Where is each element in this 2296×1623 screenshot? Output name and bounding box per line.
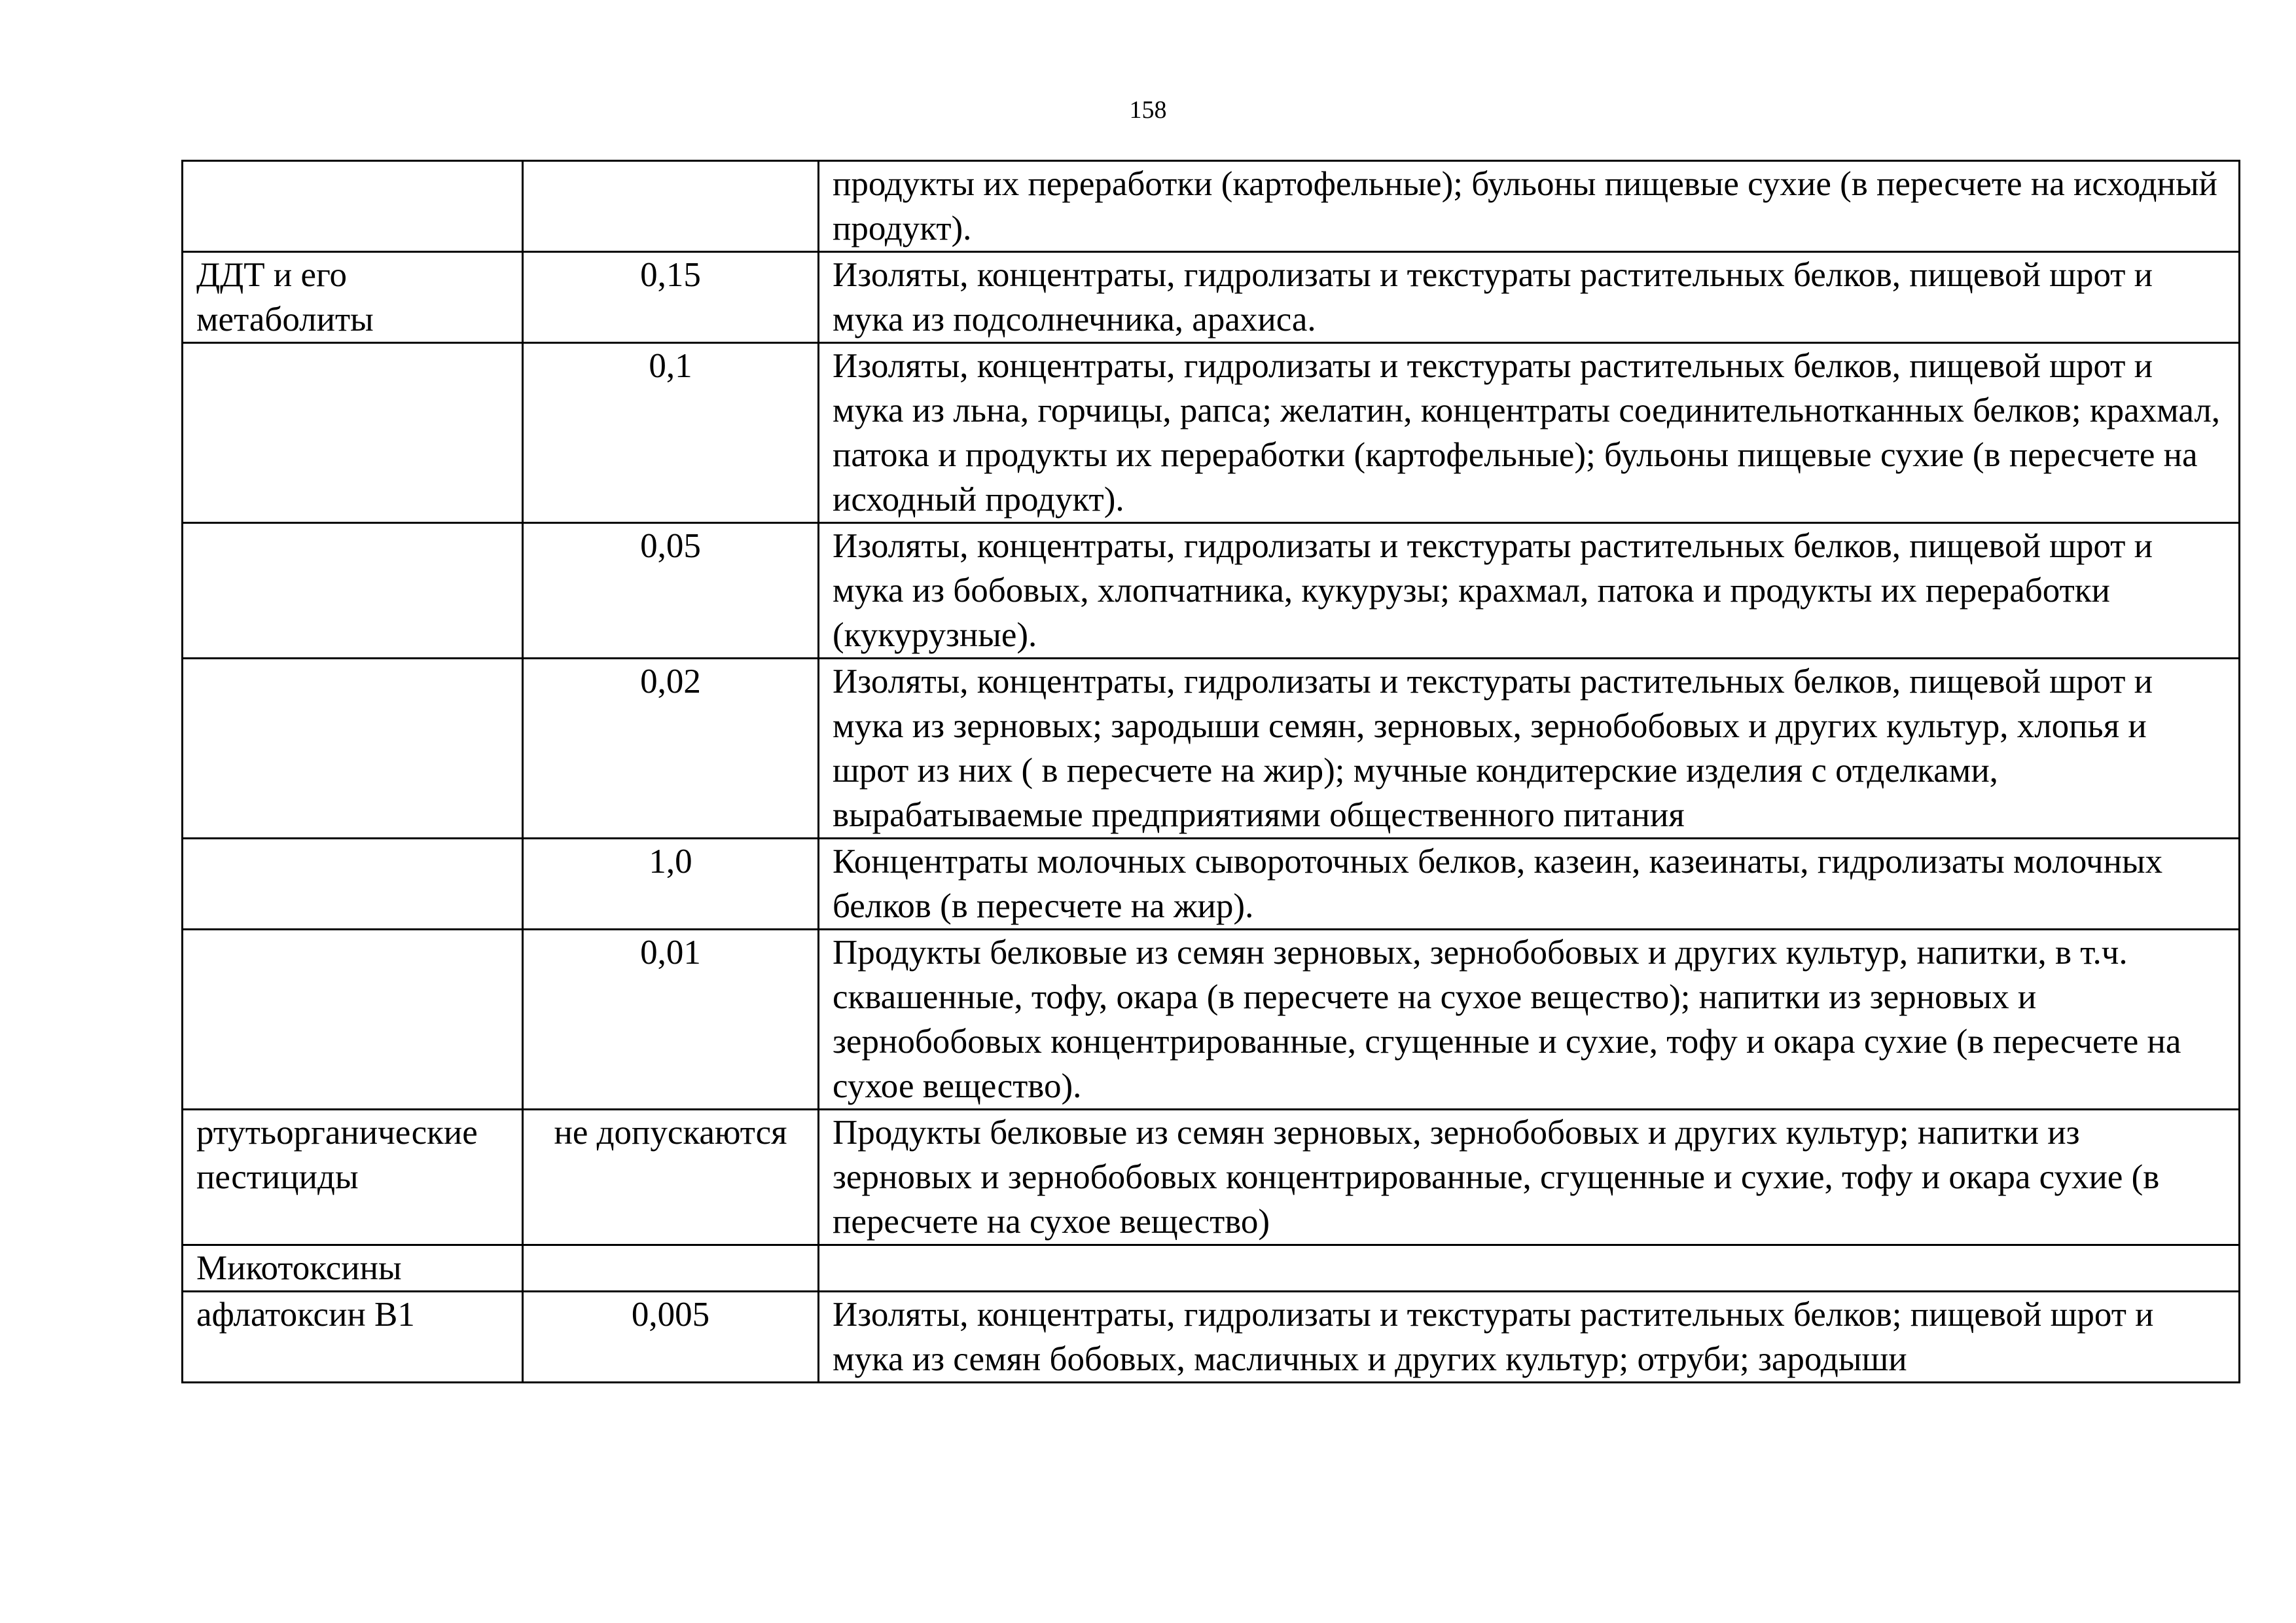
limit-value-cell: 0,05 bbox=[523, 523, 819, 659]
limit-value-cell: 0,01 bbox=[523, 930, 819, 1110]
table-row bbox=[183, 343, 2240, 523]
substance-cell bbox=[183, 161, 523, 252]
page-number: 158 bbox=[1129, 96, 1167, 124]
product-description-cell: Изоляты, концентраты, гидролизаты и текстураты растительных белков, пищевой шрот и мука из зерновых; зародыши семян, зерновых, зернобобовых и других культур, хлопья и шрот из них ( в пересчете на жир); мучные кондитерские изделия с отделками, вырабатываемые предприятиями общественного питания bbox=[819, 659, 2240, 839]
substance-cell bbox=[183, 523, 523, 659]
section-heading-cell: Микотоксины bbox=[183, 1245, 523, 1292]
product-description-cell: Концентраты молочных сывороточных белков, казеин, казеинаты, гидролизаты молочных белков (в пересчете на жир). bbox=[819, 839, 2240, 930]
product-description-cell: Изоляты, концентраты, гидролизаты и текстураты растительных белков, пищевой шрот и мука из подсолнечника, арахиса. bbox=[819, 252, 2240, 343]
substance-cell: ртутьорганические пестициды bbox=[183, 1110, 523, 1245]
limit-value-cell bbox=[523, 161, 819, 252]
table-row bbox=[183, 930, 2240, 1110]
product-description-cell: Изоляты, концентраты, гидролизаты и текстураты растительных белков, пищевой шрот и мука из бобовых, хлопчатника, кукурузы; крахмал, патока и продукты их переработки (кукурузные). bbox=[819, 523, 2240, 659]
table-row bbox=[183, 1292, 2240, 1383]
product-description-cell: Изоляты, концентраты, гидролизаты и текстураты растительных белков, пищевой шрот и мука из льна, горчицы, рапса; желатин, концентраты соединительнотканных белков; крахмал, патока и продукты их переработки (картофельные); бульоны пищевые сухие (в пересчете на исходный продукт). bbox=[819, 343, 2240, 523]
substance-cell: афлатоксин В1 bbox=[183, 1292, 523, 1383]
substance-cell: ДДТ и его метаболиты bbox=[183, 252, 523, 343]
table-row bbox=[183, 252, 2240, 343]
table-row bbox=[183, 161, 2240, 252]
substance-cell bbox=[183, 343, 523, 523]
table-row bbox=[183, 523, 2240, 659]
product-description-cell: Продукты белковые из семян зерновых, зернобобовых и других культур, напитки, в т.ч. сквашенные, тофу, окара (в пересчете на сухое вещество); напитки из зерновых и зернобобовых концентрированные, сгущенные и сухие, тофу и окара сухие (в пересчете на сухое вещество). bbox=[819, 930, 2240, 1110]
product-description-cell: Продукты белковые из семян зерновых, зернобобовых и других культур; напитки из зерновых и зернобобовых концентрированные, сгущенные и сухие, тофу и окара сухие (в пересчете на сухое вещество) bbox=[819, 1110, 2240, 1245]
product-description-cell: Изоляты, концентраты, гидролизаты и текстураты растительных белков; пищевой шрот и мука из семян бобовых, масличных и других культур; отруби; зародыши bbox=[819, 1292, 2240, 1383]
table-row bbox=[183, 1245, 2240, 1292]
limit-value-cell: не допускаются bbox=[523, 1110, 819, 1245]
substance-cell bbox=[183, 930, 523, 1110]
table-row bbox=[183, 1110, 2240, 1245]
limit-value-cell: 0,15 bbox=[523, 252, 819, 343]
product-description-cell bbox=[819, 1245, 2240, 1292]
contaminant-limits-table bbox=[181, 160, 2240, 1383]
product-description-cell: продукты их переработки (картофельные); бульоны пищевые сухие (в пересчете на исходный продукт). bbox=[819, 161, 2240, 252]
limit-value-cell: 1,0 bbox=[523, 839, 819, 930]
limit-value-cell: 0,005 bbox=[523, 1292, 819, 1383]
limit-value-cell bbox=[523, 1245, 819, 1292]
table-row bbox=[183, 659, 2240, 839]
limit-value-cell: 0,1 bbox=[523, 343, 819, 523]
limit-value-cell: 0,02 bbox=[523, 659, 819, 839]
substance-cell bbox=[183, 659, 523, 839]
substance-cell bbox=[183, 839, 523, 930]
table-row bbox=[183, 839, 2240, 930]
